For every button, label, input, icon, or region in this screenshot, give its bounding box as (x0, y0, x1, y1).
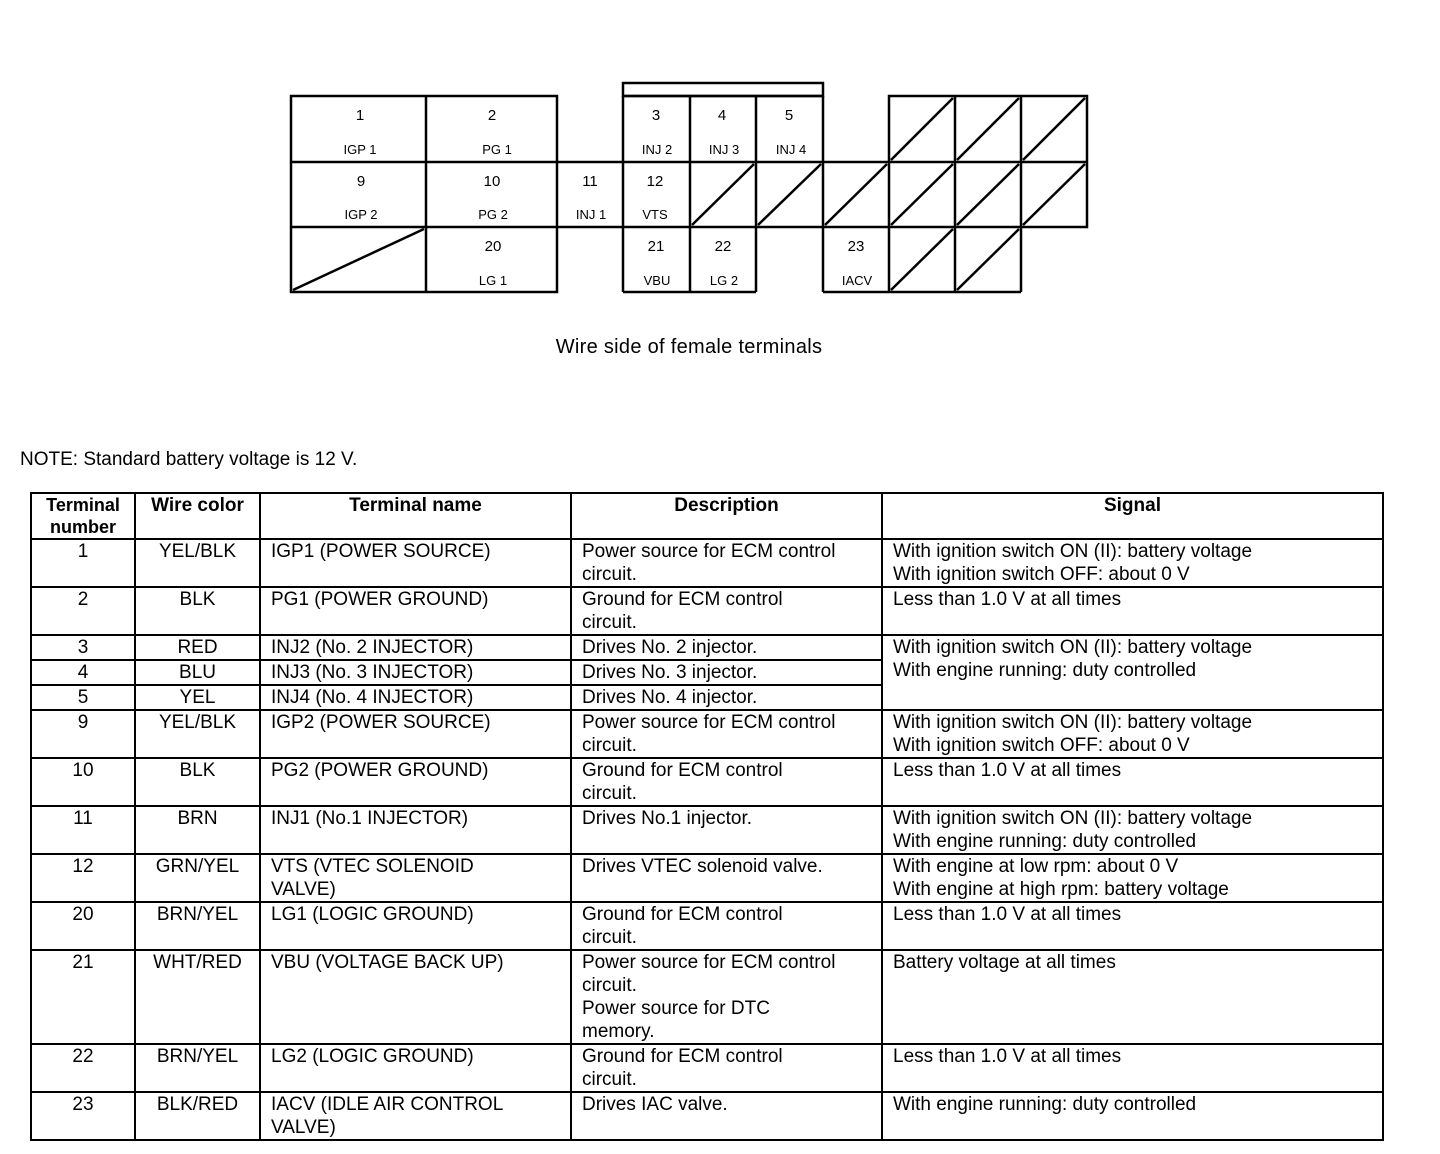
diagram-caption: Wire side of female terminals (555, 336, 823, 358)
terminal-number: 21 (31, 950, 135, 1044)
description: Ground for ECM control circuit. (571, 902, 882, 950)
pin-number: 22 (714, 238, 732, 255)
description: Drives No.1 injector. (571, 806, 882, 854)
pin-number: 21 (647, 238, 665, 255)
signal: Less than 1.0 V at all times (882, 758, 1383, 806)
pin-label: PG 1 (482, 142, 512, 157)
table-row (31, 758, 1383, 806)
wire-color: GRN/YEL (135, 854, 260, 902)
pin-number: 10 (483, 173, 501, 190)
terminal-name: IACV (IDLE AIR CONTROL VALVE) (260, 1092, 571, 1140)
pin-number: 4 (717, 107, 727, 124)
table-row (31, 635, 1383, 660)
terminal-number: 12 (31, 854, 135, 902)
header-terminal-number: Terminal number (31, 493, 135, 539)
table-row (31, 1044, 1383, 1092)
terminal-number: 10 (31, 758, 135, 806)
terminal-name: LG2 (LOGIC GROUND) (260, 1044, 571, 1092)
terminal-number: 23 (31, 1092, 135, 1140)
terminal-name: IGP2 (POWER SOURCE) (260, 710, 571, 758)
wire-color: BLK (135, 758, 260, 806)
pin-label: LG 2 (709, 273, 739, 288)
pin-number: 2 (487, 107, 497, 124)
pin-label: PG 2 (478, 207, 508, 222)
description: Ground for ECM control circuit. (571, 587, 882, 635)
pin-number: 11 (582, 173, 598, 190)
terminal-name: INJ2 (No. 2 INJECTOR) (260, 635, 571, 660)
pin-number: 12 (646, 173, 664, 190)
table-row (31, 710, 1383, 758)
battery-note: NOTE: Standard battery voltage is 12 V. (20, 449, 358, 470)
pin-number: 23 (847, 238, 865, 255)
pin-label: INJ 2 (641, 142, 673, 157)
table-row (31, 806, 1383, 854)
terminal-number: 11 (31, 806, 135, 854)
terminal-number: 3 (31, 635, 135, 660)
description: Ground for ECM control circuit. (571, 758, 882, 806)
signal: Less than 1.0 V at all times (882, 587, 1383, 635)
terminal-number: 1 (31, 539, 135, 587)
wire-color: BLK/RED (135, 1092, 260, 1140)
terminal-name: INJ3 (No. 3 INJECTOR) (260, 660, 571, 685)
pin-label: IGP 2 (344, 207, 378, 222)
signal: With ignition switch ON (II): battery voltage With engine running: duty controlled (882, 806, 1383, 854)
terminal-number: 20 (31, 902, 135, 950)
wire-color: BLU (135, 660, 260, 685)
wire-color: BLK (135, 587, 260, 635)
pin-label: IACV (841, 273, 873, 288)
wire-color: BRN (135, 806, 260, 854)
pin-label: INJ 1 (575, 207, 607, 222)
pin-number: 5 (784, 107, 794, 124)
signal: With engine running: duty controlled (882, 1092, 1383, 1140)
pin-label: VTS (642, 207, 668, 222)
terminal-name: LG1 (LOGIC GROUND) (260, 902, 571, 950)
terminal-number: 9 (31, 710, 135, 758)
table-header-row (31, 493, 1383, 539)
signal: Less than 1.0 V at all times (882, 1044, 1383, 1092)
signal: With ignition switch ON (II): battery voltage With ignition switch OFF: about 0 V (882, 710, 1383, 758)
wire-color: BRN/YEL (135, 1044, 260, 1092)
pin-number: 9 (356, 173, 366, 190)
terminal-name: PG1 (POWER GROUND) (260, 587, 571, 635)
terminal-name: INJ1 (No.1 INJECTOR) (260, 806, 571, 854)
terminal-name: INJ4 (No. 4 INJECTOR) (260, 685, 571, 710)
pin-label: IGP 1 (343, 142, 377, 157)
wire-color: YEL/BLK (135, 539, 260, 587)
terminal-name: PG2 (POWER GROUND) (260, 758, 571, 806)
table-row (31, 854, 1383, 902)
description: Drives No. 4 injector. (571, 685, 882, 710)
terminal-number: 5 (31, 685, 135, 710)
description: Drives No. 3 injector. (571, 660, 882, 685)
description: Power source for ECM control circuit. (571, 710, 882, 758)
wire-color: RED (135, 635, 260, 660)
description: Drives No. 2 injector. (571, 635, 882, 660)
pin-label: INJ 4 (775, 142, 807, 157)
table-row (31, 902, 1383, 950)
pin-number: 20 (484, 238, 502, 255)
terminal-table (30, 492, 1384, 1141)
pin-label: LG 1 (478, 273, 508, 288)
terminal-number: 22 (31, 1044, 135, 1092)
wire-color: BRN/YEL (135, 902, 260, 950)
pin-label: VBU (643, 273, 671, 288)
terminal-number: 4 (31, 660, 135, 685)
wire-color: WHT/RED (135, 950, 260, 1044)
table-row (31, 950, 1383, 1044)
description: Power source for ECM control circuit. (571, 539, 882, 587)
signal: Battery voltage at all times (882, 950, 1383, 1044)
table-row (31, 1092, 1383, 1140)
pin-number: 3 (651, 107, 661, 124)
description: Drives IAC valve. (571, 1092, 882, 1140)
wire-color: YEL (135, 685, 260, 710)
header-signal: Signal (882, 493, 1383, 539)
description: Drives VTEC solenoid valve. (571, 854, 882, 902)
table-row (31, 587, 1383, 635)
header-wire-color: Wire color (135, 493, 260, 539)
signal: With ignition switch ON (II): battery voltage With ignition switch OFF: about 0 V (882, 539, 1383, 587)
wire-color: YEL/BLK (135, 710, 260, 758)
connector-diagram (0, 0, 1440, 330)
terminal-name: VTS (VTEC SOLENOID VALVE) (260, 854, 571, 902)
pin-number: 1 (355, 107, 365, 124)
header-terminal-name: Terminal name (260, 493, 571, 539)
description: Power source for ECM control circuit. Power source for DTC memory. (571, 950, 882, 1044)
signal: With engine at low rpm: about 0 V With engine at high rpm: battery voltage (882, 854, 1383, 902)
signal: Less than 1.0 V at all times (882, 902, 1383, 950)
terminal-name: IGP1 (POWER SOURCE) (260, 539, 571, 587)
signal: With ignition switch ON (II): battery voltage With engine running: duty controlled (882, 635, 1383, 710)
table-row (31, 539, 1383, 587)
pin-label: INJ 3 (708, 142, 740, 157)
description: Ground for ECM control circuit. (571, 1044, 882, 1092)
terminal-number: 2 (31, 587, 135, 635)
header-description: Description (571, 493, 882, 539)
terminal-name: VBU (VOLTAGE BACK UP) (260, 950, 571, 1044)
